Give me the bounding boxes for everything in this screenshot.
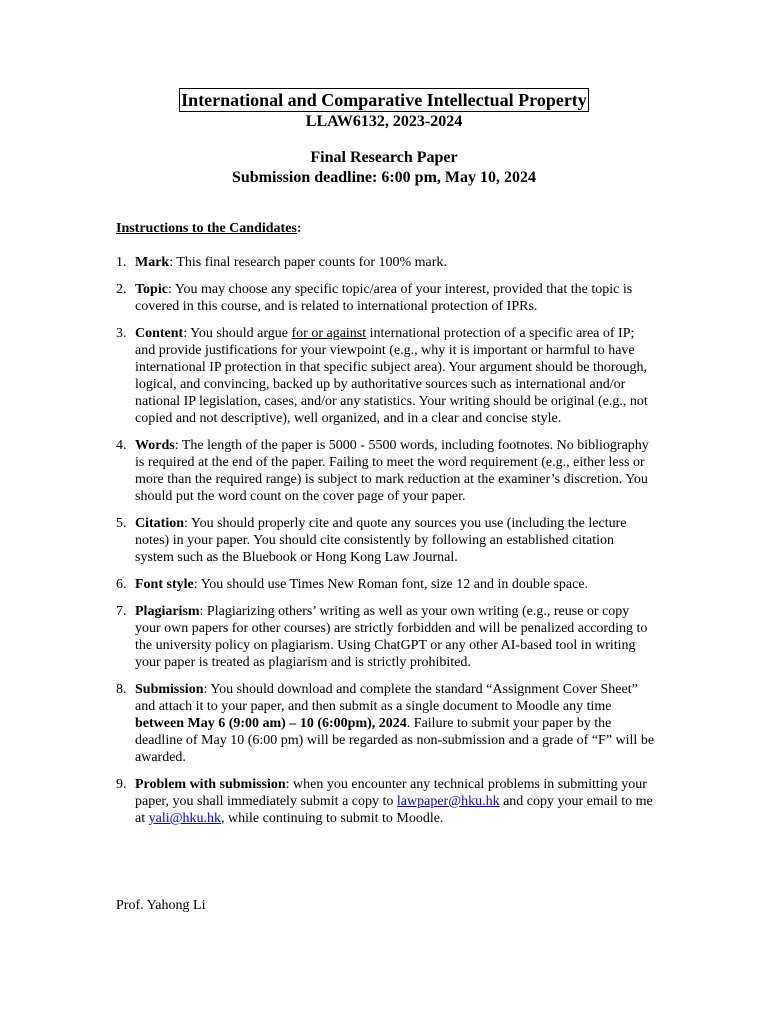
- course-title: International and Comparative Intellectual Property: [181, 90, 587, 110]
- item-label: Font style: [135, 577, 194, 592]
- item-number: 4.: [116, 438, 127, 453]
- item-label: Problem with submission: [135, 777, 286, 792]
- instructions-list: [116, 254, 656, 837]
- item-number: 5.: [116, 516, 127, 531]
- item-number: 3.: [116, 326, 127, 341]
- item-underlined-text: for or against: [291, 326, 367, 341]
- list-item-font-style: [116, 576, 656, 593]
- item-text-after: , while continuing to submit to Moodle.: [221, 811, 444, 826]
- yali-email-link[interactable]: yali@hku.hk: [148, 811, 221, 826]
- item-text: : You should properly cite and quote any sources you use (including the lecture notes) in your paper. You should cite consistently by following an established citation system such as the Bluebook or Hong Kong Law Journal.: [135, 516, 627, 565]
- list-item-topic: [116, 281, 656, 315]
- lawpaper-email-link[interactable]: lawpaper@hku.hk: [396, 794, 500, 809]
- item-text-before: : when you encounter any technical problems in submitting your paper, you shall immediately submit a copy to: [135, 777, 647, 809]
- item-text: : You may choose any specific topic/area of your interest, provided that the topic is covered in this course, and is related to international protection of IPRs.: [135, 282, 633, 314]
- item-number: 9.: [116, 777, 127, 792]
- list-item-citation: [116, 515, 656, 566]
- item-label: Content: [135, 326, 184, 341]
- item-label: Mark: [135, 255, 170, 270]
- submission-deadline: Submission deadline: 6:00 pm, May 10, 2024: [231, 169, 537, 186]
- submission-window: between May 6 (9:00 am) – 10 (6:00pm), 2024: [135, 716, 407, 731]
- item-number: 8.: [116, 682, 127, 697]
- item-label: Plagiarism: [135, 604, 200, 619]
- item-label: Submission: [135, 682, 204, 697]
- instructions-heading-colon: :: [296, 221, 302, 236]
- item-number: 1.: [116, 255, 127, 270]
- paper-title: Final Research Paper: [310, 149, 458, 166]
- item-text-before: : You should download and complete the standard “Assignment Cover Sheet” and attach it to your paper, and then submit as a single document to Moodle any time: [135, 682, 638, 714]
- item-text: : This final research paper counts for 100% mark.: [169, 255, 447, 270]
- instructions-heading: [116, 220, 302, 237]
- list-item-problem-with-submission: [116, 776, 656, 827]
- list-item-mark: [116, 254, 656, 271]
- item-text: : You should use Times New Roman font, size 12 and in double space.: [193, 577, 589, 592]
- item-text-before: : You should argue: [183, 326, 292, 341]
- item-number: 6.: [116, 577, 127, 592]
- item-label: Topic: [135, 282, 168, 297]
- list-item-plagiarism: [116, 603, 656, 671]
- item-text: : Plagiarizing others’ writing as well as your own writing (e.g., reuse or copy your own papers for other courses) are strictly forbidden and will be penalized according to the university policy on plagiarism. Using ChatGPT or any other AI-based tool in writing your paper is treated as plagiarism and is strictly prohibited.: [135, 604, 648, 670]
- item-number: 2.: [116, 282, 127, 297]
- item-text: : The length of the paper is 5000 - 5500 words, including footnotes. No bibliography is required at the end of the paper. Failing to meet the word requirement (e.g., either less or more than the required range) is subject to mark reduction at the examiner’s discretion. You should put the word count on the cover page of your paper.: [135, 438, 649, 504]
- signature: Prof. Yahong Li: [116, 898, 206, 913]
- list-item-words: [116, 437, 656, 505]
- item-text-after: international protection of a specific area of IP; and provide justifications for your viewpoint (e.g., why it is important or harmful to have international IP protection in that specific subject area). Your argument should be thorough, logical, and convincing, backed up by authoritative sources such as international and/or national IP legislation, cases, and/or any statistics. Your writing should be original (e.g., not copied and not descriptive), well organized, and in a clear and concise style.: [135, 326, 648, 426]
- item-label: Words: [135, 438, 175, 453]
- item-label: Citation: [135, 516, 184, 531]
- item-text-middle: and copy your email to me at: [135, 794, 653, 826]
- document-header: [0, 88, 768, 188]
- item-number: 7.: [116, 604, 127, 619]
- list-item-content: [116, 325, 656, 427]
- course-code: LLAW6132, 2023-2024: [305, 113, 463, 130]
- instructions-heading-text: Instructions to the Candidates: [116, 221, 297, 236]
- list-item-submission: [116, 681, 656, 766]
- item-text-after: . Failure to submit your paper by the deadline of May 10 (6:00 pm) will be regarded as non-submission and a grade of “F” will be awarded.: [135, 716, 655, 765]
